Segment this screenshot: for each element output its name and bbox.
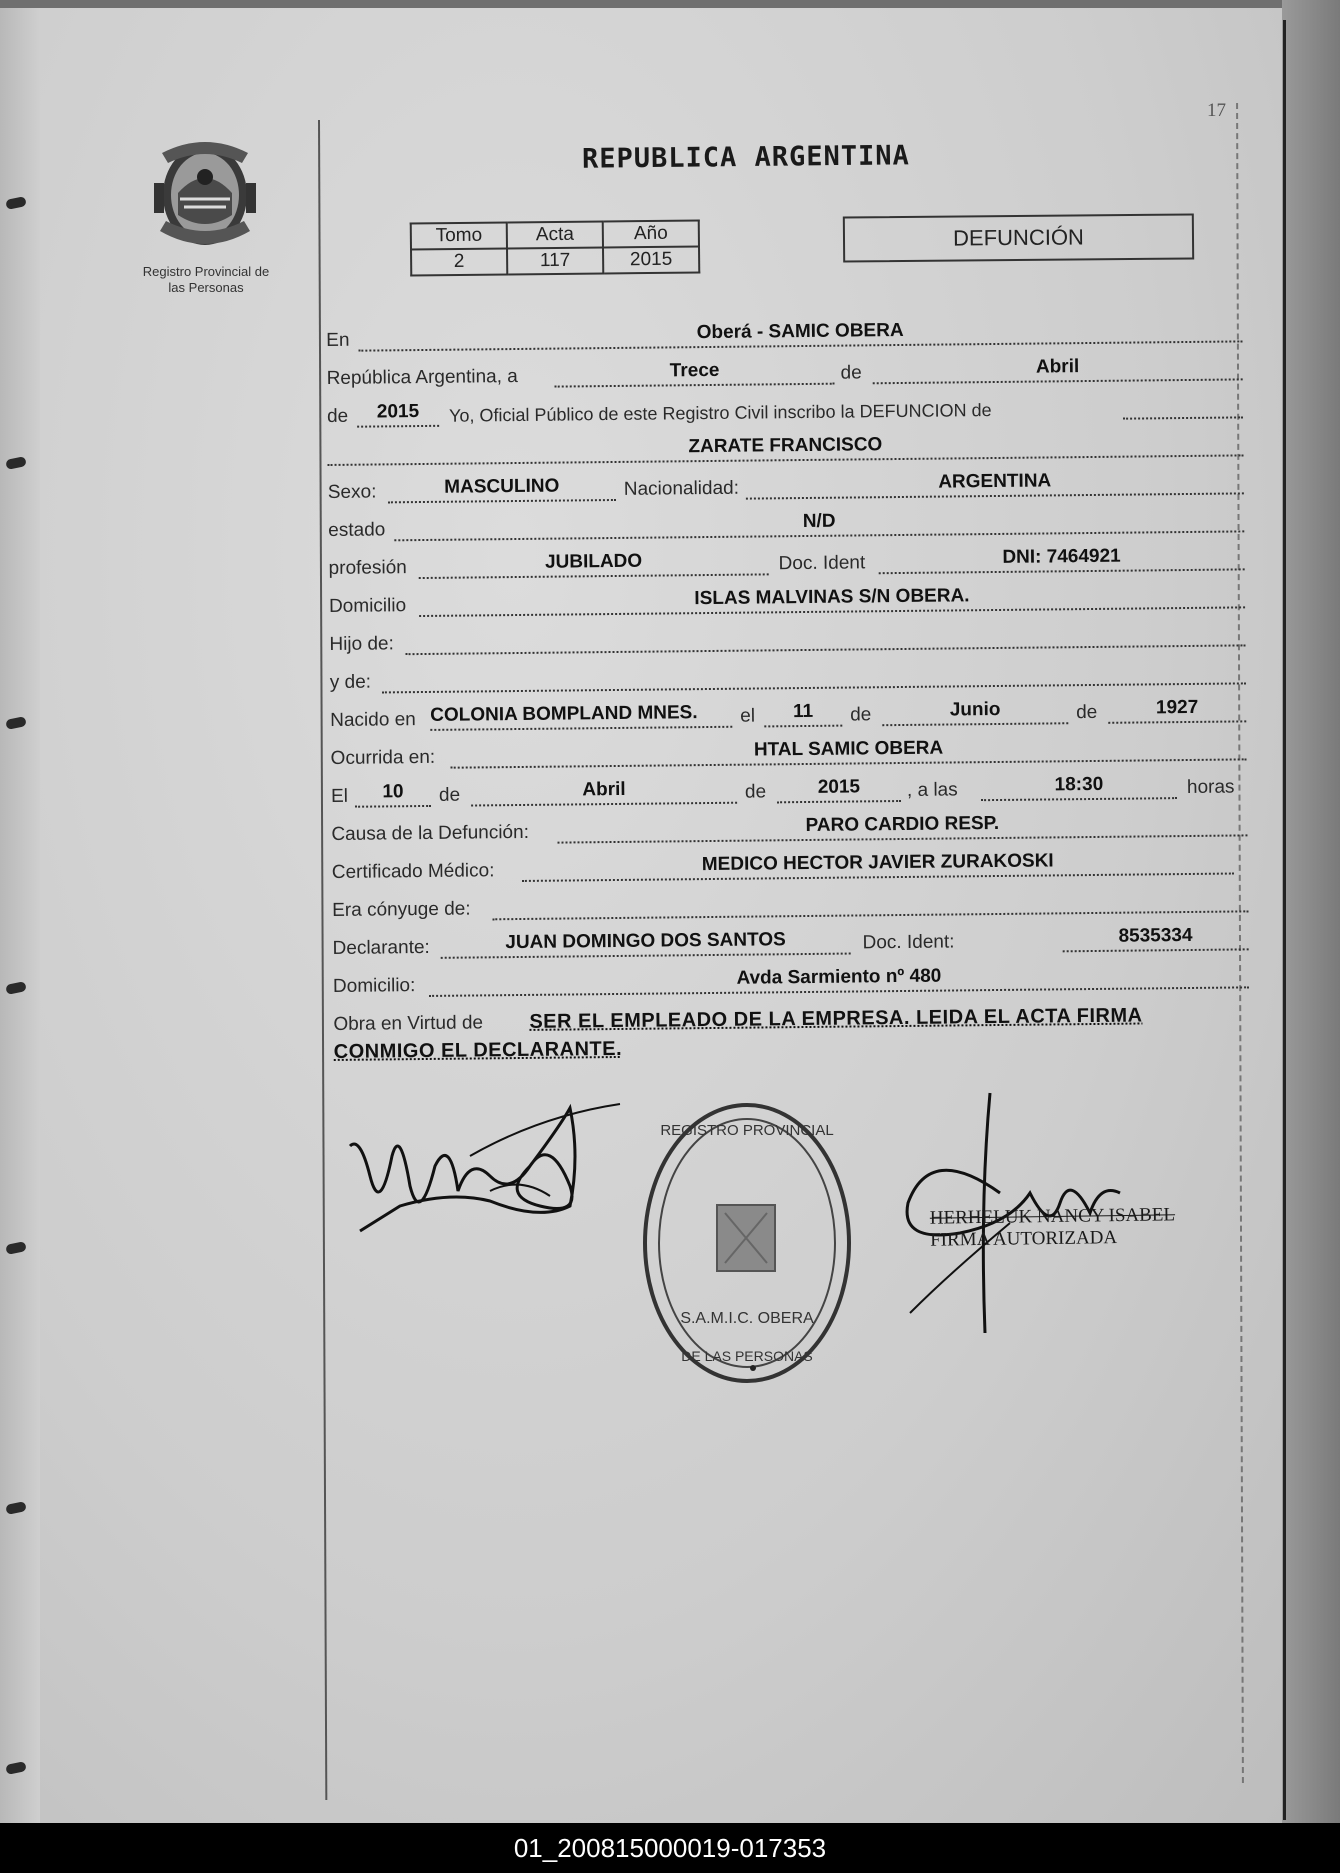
spouse-field: [492, 884, 1248, 920]
table-cell: 2: [411, 249, 507, 276]
table-cell: 117: [507, 247, 603, 274]
day-field: Trece: [554, 357, 834, 388]
row-cause: Causa de la Defunción: PARO CARDIO RESP.: [331, 802, 1247, 850]
registry-label: Registro Provincial de las Personas: [142, 264, 270, 295]
document-title: REPUBLICA ARGENTINA: [581, 140, 911, 175]
cause-field: PARO CARDIO RESP.: [557, 808, 1247, 843]
province-emblem-icon: [150, 133, 260, 253]
death-time-field: 18:30: [981, 771, 1177, 801]
nationality-field: ARGENTINA: [746, 466, 1244, 499]
row-place: En Oberá - SAMIC OBERA: [326, 308, 1242, 356]
row-year: de 2015 Yo, Oficial Público de este Registro Civil inscribo la DEFUNCION de: [327, 384, 1243, 432]
row-father: Hijo de:: [329, 612, 1245, 660]
official-role: FIRMA AUTORIZADA: [930, 1227, 1118, 1251]
binder-hole: [5, 716, 27, 730]
stamp-bottom-text: DE LAS PERSONAS: [681, 1348, 813, 1364]
death-place-field: HTAL SAMIC OBERA: [450, 732, 1246, 768]
birth-day-field: 11: [764, 699, 842, 728]
name-field: ZARATE FRANCISCO: [327, 428, 1243, 466]
page-edge-line: [1283, 20, 1286, 1820]
place-field: Oberá - SAMIC OBERA: [358, 314, 1242, 351]
birth-month-field: Junio: [882, 696, 1068, 726]
binder-hole: [5, 1501, 27, 1515]
binder-hole: [5, 456, 27, 470]
declarant-address-field: Avda Sarmiento nº 480: [429, 960, 1249, 997]
page-edge-shadow: [1282, 0, 1340, 1823]
certificate-field: MEDICO HECTOR JAVIER ZURAKOSKI: [522, 847, 1234, 882]
death-record-form: [326, 308, 1250, 1068]
mother-field: [382, 656, 1246, 693]
stamp-top-text: REGISTRO PROVINCIAL: [660, 1122, 834, 1139]
row-declarant: Declarante: JUAN DOMINGO DOS SANTOS Doc. Ident: 8535334: [332, 916, 1248, 964]
binder-hole: [5, 1241, 27, 1255]
official-name: HERHELUK NANCY ISABEL: [929, 1204, 1176, 1229]
row-declarant-address: Domicilio: Avda Sarmiento nº 480: [333, 954, 1249, 1002]
stamp-inner-text: S.A.M.I.C. OBERA: [680, 1310, 814, 1327]
reference-table: [410, 219, 701, 276]
row-sex-nationality: Sexo: MASCULINO Nacionalidad: ARGENTINA: [328, 460, 1244, 508]
birthplace-field: COLONIA BOMPLAND MNES.: [430, 700, 732, 731]
row-profession: profesión JUBILADO Doc. Ident DNI: 7464921: [328, 536, 1244, 584]
scan-footer-id: 01_200815000019-017353: [0, 1823, 1340, 1873]
binder-hole: [5, 981, 27, 995]
row-grounds: Obra en Virtud de SER EL EMPLEADO DE LA EMPRESA. LEIDA EL ACTA FIRMA: [333, 1004, 1143, 1035]
father-field: [405, 618, 1245, 655]
official-stamp-icon: [635, 1093, 860, 1393]
sex-field: MASCULINO: [388, 473, 616, 503]
doc-field: DNI: 7464921: [878, 542, 1244, 574]
year-field: 2015: [357, 399, 439, 428]
table-header: Tomo: [411, 223, 507, 250]
page-number: 17: [1207, 100, 1226, 121]
death-month-field: Abril: [471, 776, 737, 807]
row-address: Domicilio ISLAS MALVINAS S/N OBERA.: [329, 574, 1245, 622]
row-birth: Nacido en COLONIA BOMPLAND MNES. el 11 de Junio de 1927: [330, 688, 1246, 736]
binder-hole: [5, 196, 27, 210]
document-page: [0, 8, 1282, 1823]
declarant-doc-field: 8535334: [1062, 922, 1248, 952]
table-cell: 2015: [603, 246, 699, 273]
official-signature-block: [930, 1204, 1176, 1251]
civil-status-field: N/D: [394, 504, 1244, 541]
declarant-field: JUAN DOMINGO DOS SANTOS: [440, 927, 850, 959]
row-spouse: Era cónyuge de:: [332, 878, 1248, 926]
death-year-field: 2015: [777, 774, 901, 803]
binder-hole: [5, 1761, 27, 1775]
record-type-box: DEFUNCIÓN: [843, 213, 1194, 262]
row-civil-status: estado N/D: [328, 498, 1244, 546]
profession-field: JUBILADO: [418, 547, 768, 579]
death-day-field: 10: [355, 779, 431, 808]
row-death-date: El 10 de Abril de 2015 , a las 18:30 horas: [331, 764, 1247, 812]
row-death-place: Ocurrida en: HTAL SAMIC OBERA: [330, 726, 1246, 774]
table-header: Acta: [507, 221, 603, 248]
month-field: Abril: [872, 352, 1242, 384]
row-mother: y de:: [330, 650, 1246, 698]
binder-margin: [0, 8, 40, 1823]
birth-year-field: 1927: [1108, 694, 1246, 723]
declarant-signature: [340, 1096, 630, 1246]
row-grounds-cont: CONMIGO EL DECLARANTE.: [333, 1037, 623, 1063]
blank-field: [1123, 390, 1243, 419]
row-date: República Argentina, a Trece de Abril: [326, 346, 1242, 394]
table-header: Año: [603, 220, 699, 247]
address-field: ISLAS MALVINAS S/N OBERA.: [419, 580, 1245, 617]
row-certificate: Certificado Médico: MEDICO HECTOR JAVIER ZURAKOSKI: [332, 840, 1248, 888]
